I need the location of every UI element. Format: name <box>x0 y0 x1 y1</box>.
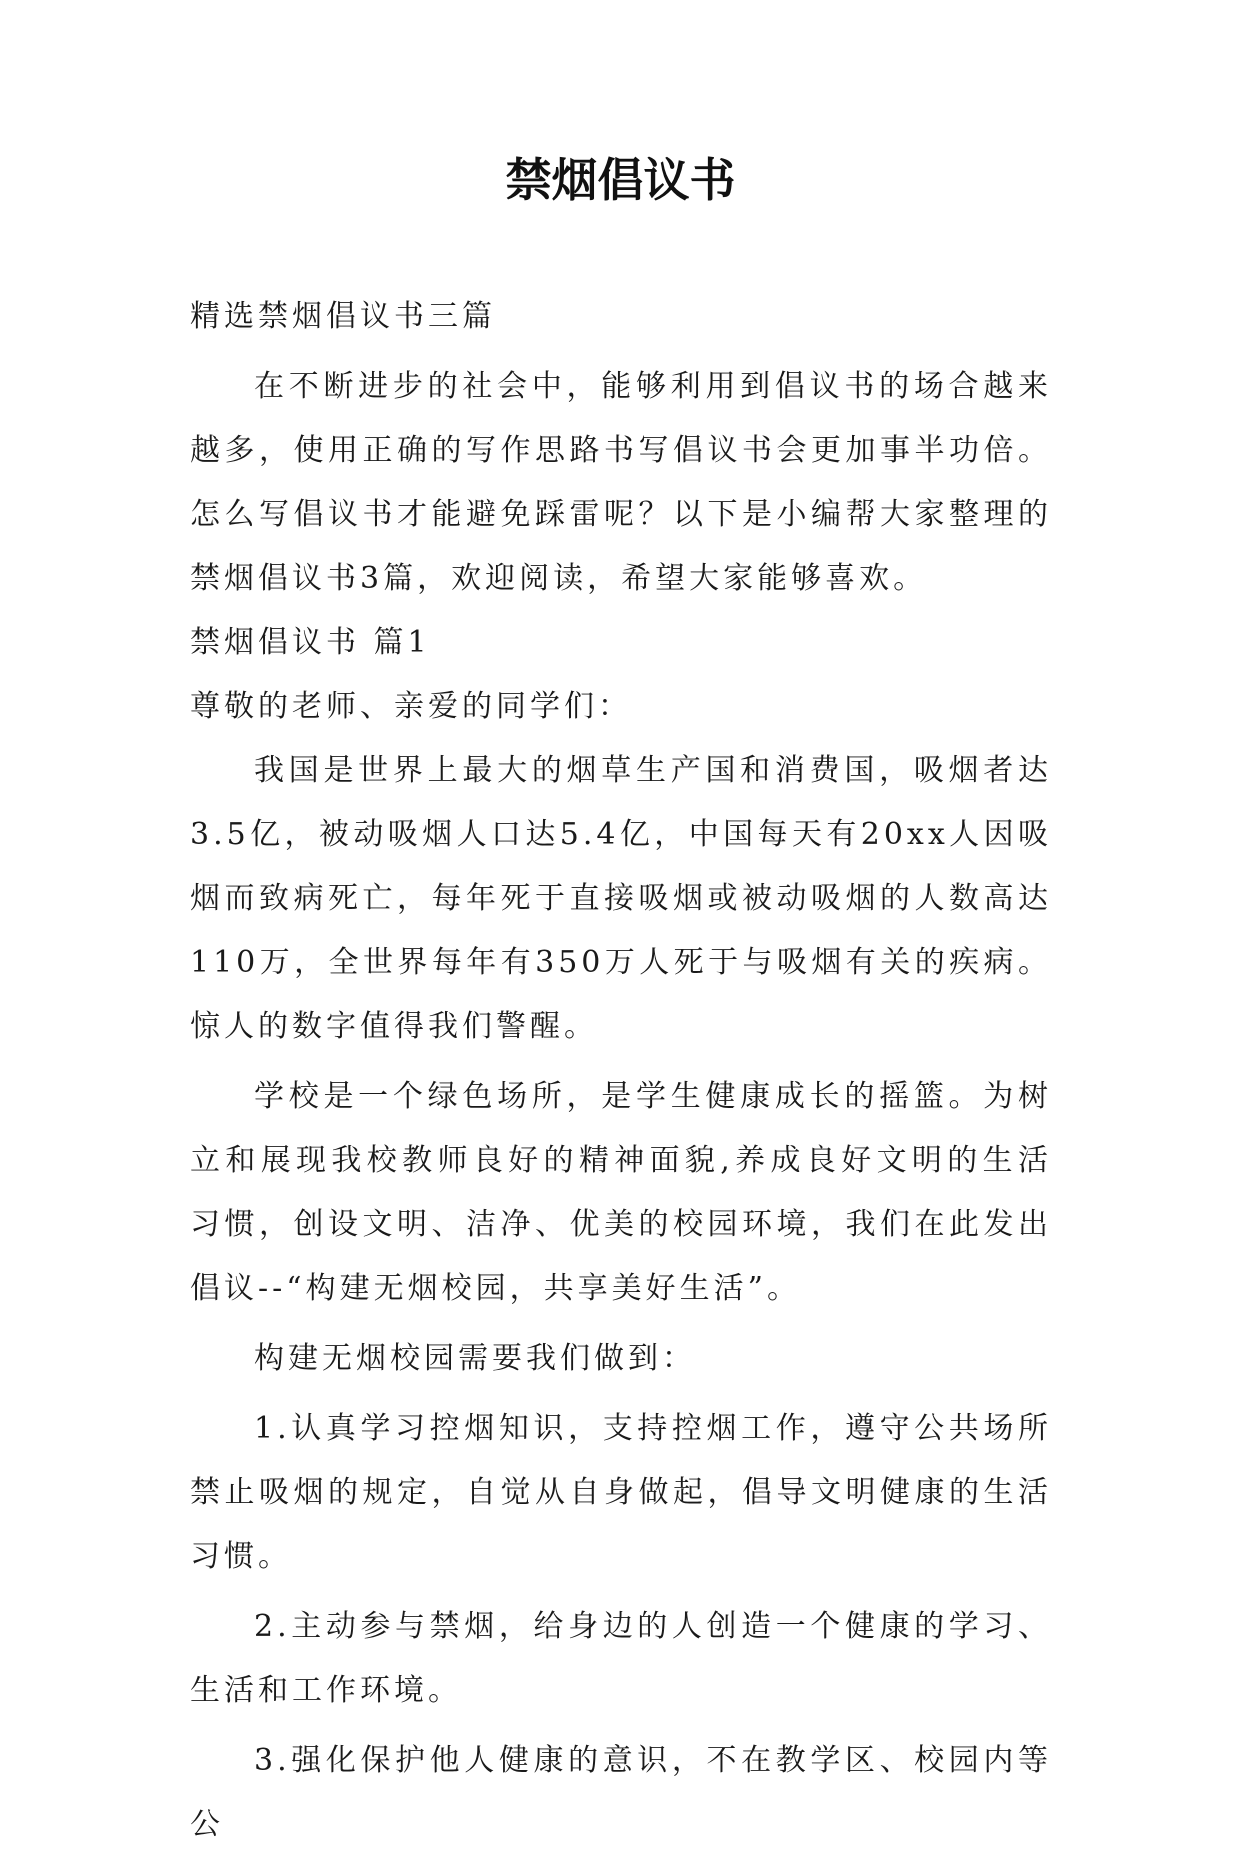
section-heading: 禁烟倡议书 篇1 <box>190 625 431 660</box>
body-paragraph: 我国是世界上最大的烟草生产国和消费国，吸烟者达3.5亿，被动吸烟人口达5.4亿，中国每天有20xx人因吸烟而致病死亡，每年死于直接吸烟或被动吸烟的人数高达110万，全世界每年有350万人死于与吸烟有关的疾病。惊人的数字值得我们警醒。 <box>190 753 1052 1044</box>
salutation: 尊敬的老师、亲爱的同学们： <box>190 689 632 724</box>
list-item: 3.强化保护他人健康的意识，不在教学区、校园内等公 <box>190 1743 1052 1842</box>
document-body <box>190 285 1052 1857</box>
document-title: 禁烟倡议书 <box>505 153 736 207</box>
list-item: 1.认真学习控烟知识，支持控烟工作，遵守公共场所禁止吸烟的规定，自觉从自身做起，倡导文明健康的生活习惯。 <box>190 1411 1052 1574</box>
intro-paragraph: 在不断进步的社会中，能够利用到倡议书的场合越来越多，使用正确的写作思路书写倡议书会更加事半功倍。怎么写倡议书才能避免踩雷呢？以下是小编帮大家整理的禁烟倡议书3篇，欢迎阅读，希望大家能够喜欢。 <box>190 369 1052 596</box>
document-subtitle: 精选禁烟倡议书三篇 <box>190 299 496 334</box>
body-paragraph: 学校是一个绿色场所，是学生健康成长的摇篮。为树立和展现我校教师良好的精神面貌,养成良好文明的生活习惯，创设文明、洁净、优美的校园环境，我们在此发出倡议--“构建无烟校园，共享美好生活”。 <box>190 1079 1052 1306</box>
list-item: 2.主动参与禁烟，给身边的人创造一个健康的学习、生活和工作环境。 <box>190 1609 1052 1708</box>
body-paragraph: 构建无烟校园需要我们做到： <box>254 1341 696 1376</box>
